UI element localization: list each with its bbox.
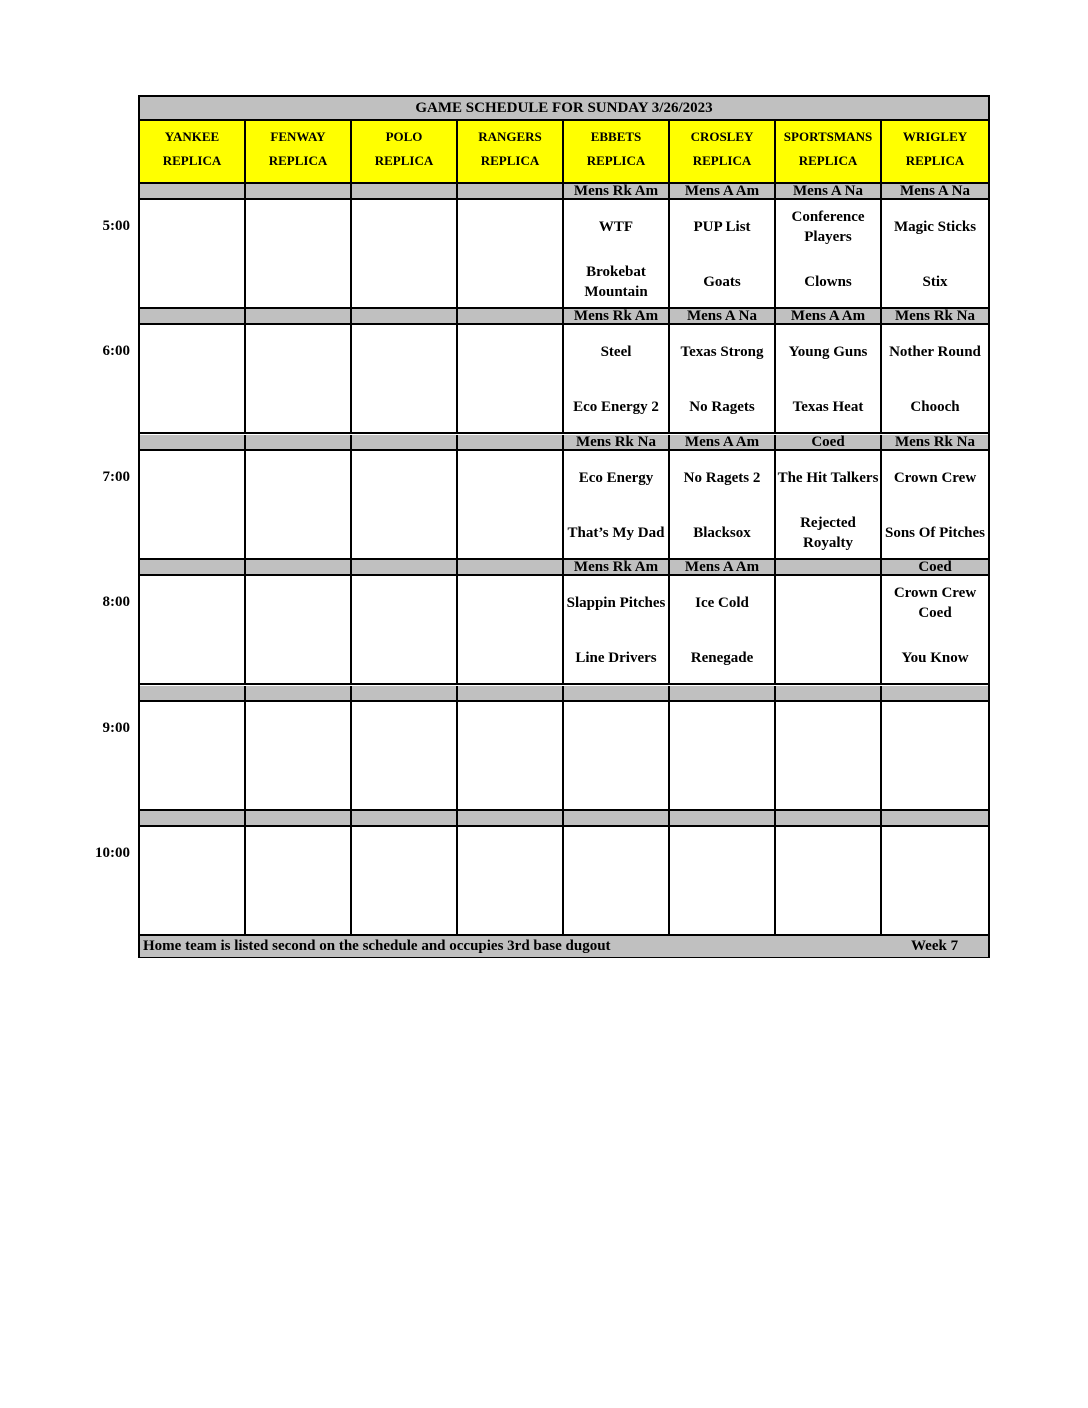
game-cell [352,325,458,432]
game-cell [246,827,352,934]
division-label: Mens Rk Am [564,309,670,323]
team-name: Eco Energy [578,470,654,486]
team-name: Young Guns [788,344,868,360]
footer-band [140,936,988,957]
field-name: RANGERS [478,129,542,144]
game-row [140,325,988,434]
away-team [776,456,880,500]
away-team [246,456,350,500]
game-cell [352,827,458,934]
game-cell [458,576,564,683]
game-cell [882,827,988,934]
away-team [564,205,668,249]
team-name: No Ragets 2 [683,470,761,486]
away-team [352,581,456,625]
away-team [670,707,774,751]
away-team [246,330,350,374]
division-label [140,184,246,198]
home-team [882,762,988,806]
away-team [564,581,668,625]
division-band [140,560,988,576]
home-team [140,887,244,931]
home-team [458,260,562,304]
away-team [140,205,244,249]
away-team [776,205,880,249]
home-team [776,636,880,680]
away-team [140,456,244,500]
game-cell [458,827,564,934]
home-team [670,511,774,555]
game-cell [670,200,776,307]
game-cell [246,702,352,809]
week-label: Week 7 [911,938,959,954]
away-team [352,832,456,876]
home-team [564,511,668,555]
division-band [140,184,988,200]
home-team [670,887,774,931]
home-team [246,887,350,931]
field-header-crosley [670,121,776,182]
division-label [352,184,458,198]
division-label [140,309,246,323]
division-band [140,435,988,451]
game-cell [882,451,988,558]
game-cell [776,576,882,683]
division-label [776,560,882,574]
away-team [458,707,562,751]
game-cell [352,702,458,809]
away-team [670,456,774,500]
field-header-yankee [140,121,246,182]
game-row [140,451,988,560]
home-team [670,636,774,680]
away-team [352,330,456,374]
game-cell [352,451,458,558]
division-band [140,811,988,827]
home-team [246,260,350,304]
home-team [564,260,668,304]
division-label [246,686,352,700]
home-team [140,385,244,429]
team-name: Chooch [910,399,960,415]
division-label [458,435,564,449]
team-name: Rejected Royalty [800,515,856,551]
field-name: WRIGLEY [902,129,968,144]
team-name: Clowns [804,274,852,290]
away-team [140,330,244,374]
home-team [246,511,350,555]
game-cell [776,325,882,432]
home-team [140,762,244,806]
away-team [670,581,774,625]
field-subtitle: REPLICA [162,153,222,168]
home-team [140,511,244,555]
game-cell [564,702,670,809]
away-team [458,205,562,249]
schedule-table [138,95,990,958]
game-row [140,576,988,685]
game-cell [458,451,564,558]
team-name: Nother Round [889,344,981,360]
team-name: Steel [600,344,632,360]
division-label [140,560,246,574]
game-cell [140,325,246,432]
away-team [246,581,350,625]
field-name: FENWAY [270,129,326,144]
away-team [670,330,774,374]
team-name: Blacksox [693,525,751,541]
away-team [140,581,244,625]
home-team [564,887,668,931]
division-label: Mens Rk Na [564,435,670,449]
division-band [140,309,988,325]
home-team [882,260,988,304]
home-team [140,260,244,304]
division-label [458,309,564,323]
away-team [776,832,880,876]
game-cell [564,451,670,558]
division-label [776,686,882,700]
game-cell [352,200,458,307]
team-name: PUP List [693,219,751,235]
home-team [564,636,668,680]
time-label: 9:00 [102,720,130,736]
away-team [882,456,988,500]
field-header-rangers [458,121,564,182]
game-cell [140,576,246,683]
team-name: Texas Strong [680,344,764,360]
team-name: Line Drivers [575,650,657,666]
game-cell [458,325,564,432]
time-label: 7:00 [102,469,130,485]
division-label [246,560,352,574]
division-label: Mens A Am [670,435,776,449]
division-label [246,184,352,198]
game-cell [140,200,246,307]
field-subtitle: REPLICA [692,153,752,168]
home-team [458,511,562,555]
division-label [882,811,988,825]
away-team [246,707,350,751]
time-label: 10:00 [95,845,130,861]
home-team [352,762,456,806]
home-team [776,511,880,555]
away-team [140,832,244,876]
home-team [246,636,350,680]
division-label: Mens Rk Am [564,560,670,574]
division-label [458,184,564,198]
away-team [564,707,668,751]
division-label [564,811,670,825]
away-team [882,330,988,374]
field-name: SPORTSMANS [783,129,873,144]
away-team [246,205,350,249]
field-subtitle: REPLICA [798,153,858,168]
team-name: Eco Energy 2 [573,399,659,415]
field-name: CROSLEY [690,129,754,144]
game-cell [246,576,352,683]
division-label [246,435,352,449]
team-name: Texas Heat [792,399,864,415]
home-team [458,636,562,680]
home-team [776,260,880,304]
game-cell [246,200,352,307]
game-cell [882,576,988,683]
game-cell [776,827,882,934]
home-team [776,762,880,806]
division-label [352,435,458,449]
team-name: Conference Players [791,209,865,245]
division-label [246,309,352,323]
team-name: Magic Sticks [893,219,977,235]
home-team [352,385,456,429]
game-cell [776,451,882,558]
division-label [352,309,458,323]
time-label: 8:00 [102,594,130,610]
division-label [564,686,670,700]
division-label [352,811,458,825]
away-team [564,832,668,876]
home-team [246,762,350,806]
division-label [670,811,776,825]
game-cell [882,200,988,307]
home-team [352,511,456,555]
field-header-wrigley [882,121,988,182]
division-label: Mens Rk Na [882,435,988,449]
team-name: Slappin Pitches [566,595,666,611]
away-team [352,456,456,500]
field-subtitle: REPLICA [480,153,540,168]
team-name: Sons Of Pitches [884,525,985,541]
away-team [246,832,350,876]
field-header-sportsmans [776,121,882,182]
division-label [140,435,246,449]
field-header-row [140,121,988,184]
away-team [776,330,880,374]
home-team [352,260,456,304]
time-label: 5:00 [102,218,130,234]
team-name: The Hit Talkers [777,470,879,486]
home-team [458,385,562,429]
field-header-polo [352,121,458,182]
game-cell [140,451,246,558]
game-row [140,827,988,936]
division-label: Mens A Am [776,309,882,323]
division-label: Mens A Am [670,184,776,198]
away-team [140,707,244,751]
home-team [140,636,244,680]
division-label [882,686,988,700]
game-cell [670,325,776,432]
away-team [882,581,988,625]
away-team [670,205,774,249]
game-cell [140,827,246,934]
team-name: Crown Crew [893,470,977,486]
game-cell [246,325,352,432]
team-name: WTF [598,219,634,235]
division-label [246,811,352,825]
division-label [140,686,246,700]
away-team [458,832,562,876]
home-team [458,887,562,931]
home-team [670,762,774,806]
team-name: Stix [922,274,948,290]
field-name: YANKEE [164,129,220,144]
division-label: Coed [882,560,988,574]
game-cell [458,200,564,307]
field-subtitle: REPLICA [374,153,434,168]
division-label [140,811,246,825]
team-name: Brokebat Mountain [584,264,648,300]
time-label: 6:00 [102,343,130,359]
home-team [882,636,988,680]
home-team [564,762,668,806]
game-cell [882,702,988,809]
away-team [882,205,988,249]
division-label: Mens A Am [670,560,776,574]
away-team [670,832,774,876]
division-label [352,686,458,700]
division-label: Mens Rk Na [882,309,988,323]
away-team [458,581,562,625]
team-name: You Know [901,650,969,666]
away-team [882,707,988,751]
home-team [352,636,456,680]
game-cell [670,702,776,809]
division-label [670,686,776,700]
team-name: Crown Crew Coed [893,585,977,621]
home-team [882,385,988,429]
away-team [882,832,988,876]
away-team [458,330,562,374]
team-name: No Ragets [689,399,755,415]
game-cell [564,325,670,432]
division-label: Coed [776,435,882,449]
game-cell [670,451,776,558]
away-team [564,456,668,500]
game-cell [776,702,882,809]
game-row [140,702,988,811]
team-name: Renegade [690,650,754,666]
home-team [670,385,774,429]
division-label [458,560,564,574]
team-name: Goats [703,274,741,290]
field-header-fenway [246,121,352,182]
field-subtitle: REPLICA [586,153,646,168]
field-subtitle: REPLICA [905,153,965,168]
schedule-title: GAME SCHEDULE FOR SUNDAY 3/26/2023 [140,97,988,121]
field-name: POLO [385,129,423,144]
division-label: Mens A Na [776,184,882,198]
home-team [352,887,456,931]
footer-note: Home team is listed second on the schedule and occupies 3rd base dugout [143,938,611,954]
home-team [776,385,880,429]
home-team [458,762,562,806]
game-cell [140,702,246,809]
away-team [352,707,456,751]
game-cell [670,827,776,934]
game-cell [776,200,882,307]
division-label: Mens A Na [882,184,988,198]
division-label: Mens Rk Am [564,184,670,198]
game-cell [458,702,564,809]
away-team [776,707,880,751]
game-row [140,200,988,309]
field-name: EBBETS [590,129,642,144]
game-cell [564,200,670,307]
game-cell [882,325,988,432]
away-team [564,330,668,374]
away-team [776,581,880,625]
division-label: Mens A Na [670,309,776,323]
division-label [458,686,564,700]
field-subtitle: REPLICA [268,153,328,168]
game-cell [564,827,670,934]
away-team [352,205,456,249]
home-team [670,260,774,304]
division-label [776,811,882,825]
division-label [458,811,564,825]
game-cell [564,576,670,683]
team-name: That’s My Dad [567,525,665,541]
home-team [246,385,350,429]
home-team [882,511,988,555]
field-header-ebbets [564,121,670,182]
away-team [458,456,562,500]
game-cell [670,576,776,683]
division-label [352,560,458,574]
game-cell [246,451,352,558]
team-name: Ice Cold [695,595,749,611]
division-band [140,686,988,702]
home-team [564,385,668,429]
home-team [776,887,880,931]
game-cell [352,576,458,683]
home-team [882,887,988,931]
